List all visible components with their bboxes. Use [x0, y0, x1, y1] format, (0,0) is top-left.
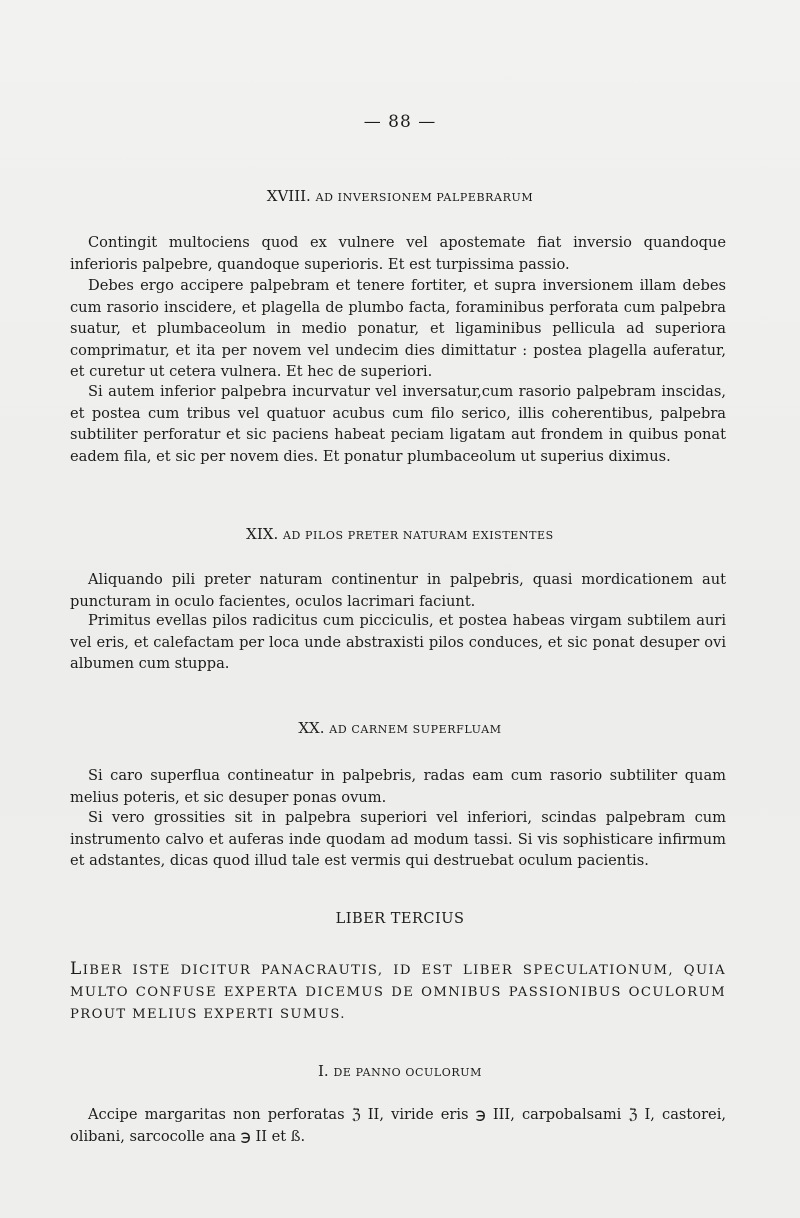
paragraph: Contingit multociens quod ex vulnere vel apostemate fiat inversio quandoque inferioris palpebre, quandoque superioris. Et est turpissima passio. [70, 234, 726, 273]
page-number: — 88 — [363, 112, 437, 132]
book-intro-initial: L [70, 959, 83, 979]
book-intro-text: IBER ISTE DICITUR PANACRAUTIS, ID EST LIBER SPECULATIONUM, QUIA MULTO CONFUSE EXPERTA DICEMUS DE OMNIBUS PASSIONIBUS OCULORUM PROUT MELIUS EXPERTI SUMUS. [70, 963, 726, 1022]
paragraph: Aliquando pili preter naturam continentur in palpebris, quasi mordicationem aut puncturam in oculo facientes, oculos lacrimari faciunt. [70, 571, 726, 610]
section-title: DE PANNO OCULORUM [333, 1066, 482, 1079]
section-heading-xviii [0, 187, 800, 205]
paragraph: Debes ergo accipere palpebram et tenere fortiter, et supra inversionem illam debes cum rasorio inscidere, et plagella de plumbo facta, foraminibus perforata cum palpebra suatur, et plumbaceolum in medio ponatur, et ligaminibus pellicula ad superiora comprimatur, et ita per novem vel undecim dies dimittatur : postea plagella auferatur, et curetur ut cetera vulnera. Et hec de superiori. [70, 277, 726, 380]
book-title: LIBER TERCIUS [335, 911, 465, 927]
paragraph: Accipe margaritas non perforatas ℨ II, viride eris ℈ III, carpobalsami ℨ I, castorei, olibani, sarcocolle ana ℈ II et ß. [70, 1106, 726, 1145]
paragraph: Si autem inferior palpebra incurvatur vel inversatur,cum rasorio palpebram inscidas, et postea cum tribus vel quatuor acubus cum filo serico, illis coherentibus, palpebra subtiliter perforatur et sic paciens habeat peciam ligatam aut frondem in quibus ponat eadem fila, et sic per novem dies. Et ponatur plumbaceolum ut superius diximus. [70, 383, 726, 465]
section-heading-xx [0, 719, 800, 737]
paragraph: Si caro superflua contineatur in palpebris, radas eam cum rasorio subtiliter quam melius poteris, et sic desuper ponas ovum. [70, 767, 726, 806]
section-numeral: XIX. [246, 525, 279, 543]
section-title: AD PILOS PRETER NATURAM EXISTENTES [283, 529, 554, 542]
book-intro [70, 958, 726, 1026]
section-heading-xix [0, 525, 800, 543]
section-numeral: XX. [298, 719, 325, 737]
paragraph: Primitus evellas pilos radicitus cum picciculis, et postea habeas virgam subtilem auri vel eris, et calefactam per loca unde abstraxisti pilos conduces, et sic ponat desuper ovi albumen cum stuppa. [70, 612, 726, 672]
section-heading-i [0, 1062, 800, 1080]
paragraph: Si vero grossities sit in palpebra superiori vel inferiori, scindas palpebram cum instrumento calvo et auferas inde quodam ad modum tassi. Si vis sophisticare infirmum et adstantes, dicas quod illud tale est vermis qui destruebat oculum pacientis. [70, 809, 726, 869]
section-numeral: I. [318, 1062, 329, 1080]
section-title: AD CARNEM SUPERFLUAM [329, 723, 502, 736]
section-numeral: XVIII. [266, 187, 311, 205]
section-title: AD INVERSIONEM PALPEBRARUM [315, 191, 534, 204]
